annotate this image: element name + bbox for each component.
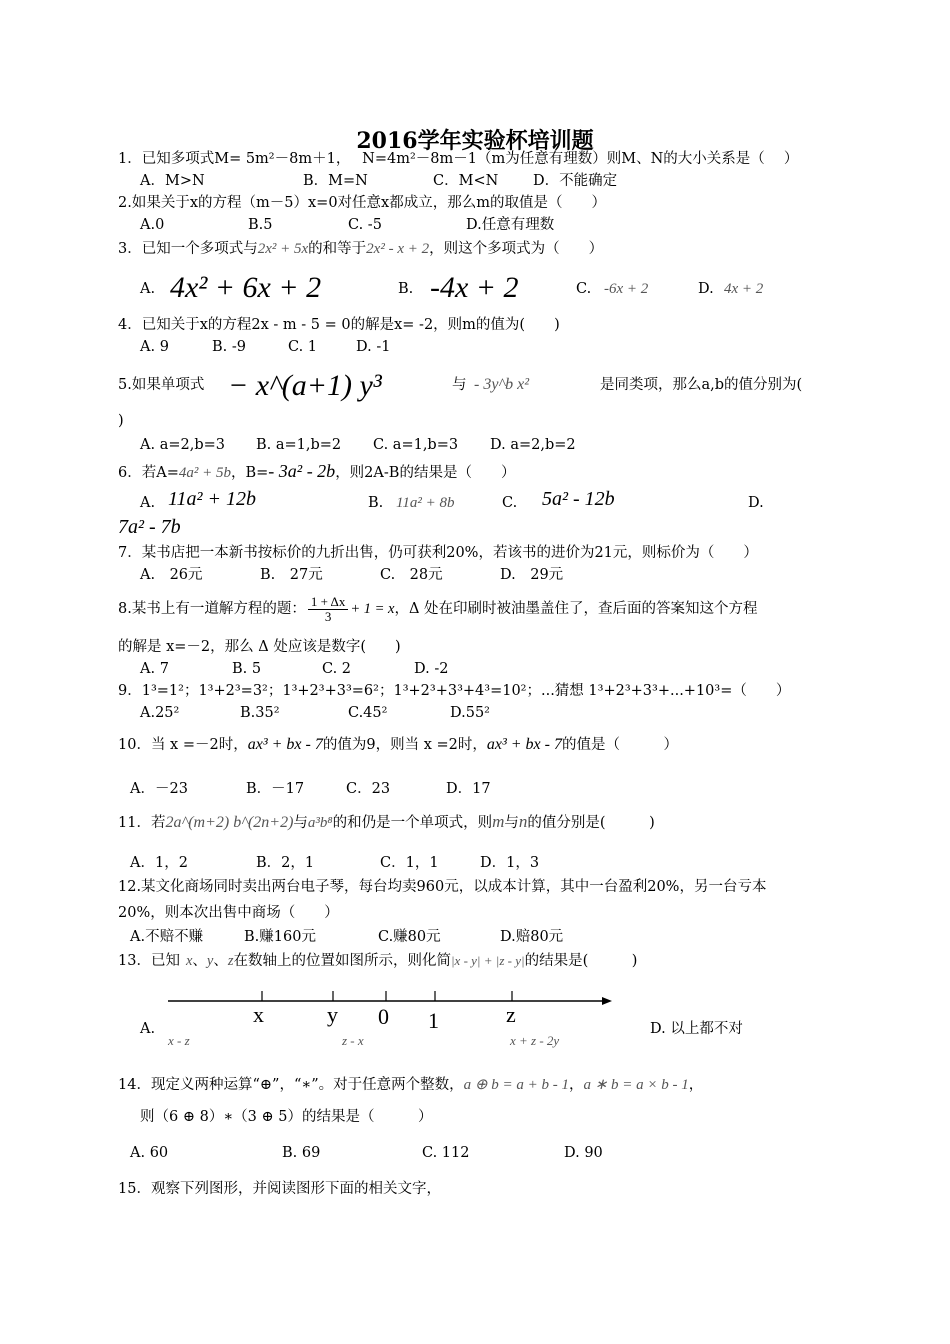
axis-label-1: 1 [428,1008,439,1033]
q9-option-c: C.45² [348,705,388,721]
q6-option-b-label: B. [368,495,384,511]
q6-option-a-expr: 11a² + 12b [168,488,257,510]
q8-fraction-denominator: 3 [324,608,332,624]
q14-option-d: D. 90 [564,1145,603,1161]
q8-equation-rest: + 1 = x [350,601,395,617]
q14-stem-a: 14．现定义两种运算“ [118,1077,260,1093]
q10-stem-a: 10．当 x =－2时， [118,737,248,753]
q5-stem-close: ) [118,413,124,429]
q10-expr-2: ax³ + bx - 7 [486,736,562,753]
q3-expr2: 2x² - x + 2 [366,241,430,257]
q4-option-b: B. -9 [212,339,246,355]
q1-option-c: C．M<N [433,173,499,189]
q13-stem-a: 13．已知 [118,953,180,969]
q9-stem: 9．1³=1²；1³+2³=3²；1³+2³+3³=6²；1³+2³+3³+4³=10²；...猜想 1³+2³+3³+...+10³=（ ） [118,683,791,699]
q11-monomial-1: 2a^(m+2) b^(2n+2) [165,814,294,831]
q5-option-b: B. a=1,b=2 [256,437,342,453]
q10-option-c: C．23 [346,781,391,797]
q13-var-y: y [206,953,214,969]
q5-stem-a: 5.如果单项式 [118,377,205,393]
q14-stem-c: ”。对于任意两个整数， [311,1077,464,1093]
q1-option-d: D．不能确定 [533,173,618,189]
q5-stem-c: 是同类项，那么a,b的值分别为( [600,377,803,393]
q12-option-c: C.赚80元 [378,929,441,945]
q14-definition-1: a ⊕ b = a + b - 1 [463,1077,569,1093]
q5-option-d: D. a=2,b=2 [490,437,576,453]
oplus-icon: ⊕ [259,1077,273,1093]
q11-var-n: n [518,812,528,831]
axis-label-x: x [253,1002,264,1027]
q6-option-d-expr: 7a² - 7b [118,516,181,538]
q2-option-d: D.任意有理数 [466,217,555,233]
q6-option-c-expr: 5a² - 12b [542,488,615,510]
q4-option-c: C. 1 [288,339,318,355]
q11-stem-b: 与 [293,815,308,831]
q7-option-d: D. 29元 [500,567,564,583]
axis-label-y: y [327,1002,338,1027]
q10-expr-1: ax³ + bx - 7 [247,736,323,753]
q3-option-b-expr: -4x + 2 [430,271,519,304]
q6-stem-c: ，则2A-B的结果是（ ） [335,465,516,481]
q10-option-b: B．－17 [246,781,305,797]
q11-option-b: B．2，1 [256,855,315,871]
axis-label-z: z [506,1002,516,1027]
q2-option-a: A.0 [140,217,165,233]
q6-A-expr: 4a² + 5b [178,465,231,481]
q14-stem-d: 则（6 ⊕ 8）∗（3 ⊕ 5）的结果是（ ） [140,1109,433,1125]
q12-stem-2: 20%，则本次出售中商场（ ） [118,905,339,921]
q7-option-a: A. 26元 [140,567,203,583]
q13-expr: |x - y| + |z - y| [450,953,525,968]
q11-var-m: m [492,812,505,831]
q13-var-x: x [185,953,193,969]
q2-option-b: B.5 [248,217,273,233]
q11-stem-a: 11．若 [118,815,166,831]
q13-option-d: D. 以上都不对 [650,1021,743,1037]
q14-stem-b: ”，“ [272,1077,302,1093]
number-line-arrow [602,997,612,1005]
q3-option-d-expr: 4x + 2 [724,281,764,297]
q8-option-b: B. 5 [232,661,262,677]
asterisk-icon: ∗ [301,1077,312,1093]
q1-option-a: A．M>N [140,173,205,189]
q3-stem-a: 3．已知一个多项式与 [118,241,258,257]
q8-fraction-numerator: 1 + Δx [308,595,348,610]
q5-monomial-2: - 3y^b x² [474,376,530,393]
q6-option-c-label: C. [502,495,518,511]
q4-option-a: A. 9 [140,339,169,355]
q4-stem: 4．已知关于x的方程2x - m - 5 = 0的解是x= -2，则m的值为( ) [118,317,560,333]
q8-option-d: D. -2 [414,661,449,677]
q11-stem-e: 的值分别是( ) [527,815,655,831]
q6-stem-a: 6．若A= [118,465,179,481]
q13-stem-b: 在数轴上的位置如图所示，则化简 [233,953,451,969]
q7-option-b: B. 27元 [260,567,323,583]
q3-option-b-label: B. [398,281,414,297]
q11-stem-c: 的和仍是一个单项式，则 [332,815,493,831]
q3-stem-b: 的和等于 [308,241,367,257]
q3-option-c-label: C. [576,281,592,297]
q10-stem-b: 的值为9，则当 x =2时， [322,737,487,753]
q12-option-d: D.赔80元 [500,929,564,945]
q12-stem: 12.某文化商场同时卖出两台电子琴，每台均卖960元，以成本计算，其中一台盈利20%，另一台亏本 [118,879,767,895]
q5-option-a: A. a=2,b=3 [140,437,225,453]
q10-option-a: A．－23 [130,781,188,797]
q14-definition-2: a ∗ b = a × b - 1 [583,1077,689,1093]
q8-stem-a: 8.某书上有一道解方程的题： [118,601,306,617]
axis-label-0: 0 [378,1004,389,1029]
q10-stem-c: 的值是（ ） [561,737,678,753]
q2-stem: 2.如果关于x的方程（m－5）x=0对任意x都成立，那么m的取值是（ ） [118,195,606,211]
q2-option-c: C. -5 [348,217,382,233]
q8-stem-c: 的解是 x=－2，那么 Δ 处应该是数字( ) [118,639,401,655]
q3-option-c-expr: -6x + 2 [604,281,649,297]
q9-option-d: D.55² [450,705,490,721]
q13-option-c: x + z - 2y [510,1033,560,1048]
q3-option-d-label: D. [698,281,714,297]
q3-option-a-label: A. [140,281,156,297]
q6-option-d-label: D. [748,495,764,511]
q5-stem-b: 与 [452,377,467,393]
q13-option-a: x - z [168,1033,190,1048]
page-title: 2016学年实验杯培训题 [356,128,594,154]
q1-stem: 1．已知多项式M= 5m²－8m＋1， N=4m²－8m－1（m为任意有理数）则M、N的大小关系是（ ） [118,151,799,167]
q8-option-a: A. 7 [140,661,169,677]
q11-stem-d: 与 [504,815,519,831]
q5-option-c: C. a=1,b=3 [373,437,459,453]
q15-stem: 15．观察下列图形，并阅读图形下面的相关文字， [118,1181,441,1197]
q10-option-d: D．17 [446,781,491,797]
q6-option-a-label: A. [140,495,156,511]
q8-option-c: C. 2 [322,661,352,677]
q6-B-expr: - 3a² - 2b [268,461,336,481]
q3-option-a-expr: 4x² + 6x + 2 [170,271,322,304]
q13-option-a-label: A. [140,1021,156,1037]
q11-option-a: A．1，2 [130,855,188,871]
q14-option-a: A. 60 [130,1145,169,1161]
q7-option-c: C. 28元 [380,567,443,583]
q3-stem-c: ，则这个多项式为（ ） [429,241,604,257]
q6-option-b-expr: 11a² + 8b [396,495,455,511]
q6-stem-b: ，B= [230,465,269,481]
q5-monomial-1: − x^(a+1) y³ [228,369,382,402]
q13-stem-c: 的结果是( ) [524,953,638,969]
q9-option-a: A.25² [140,705,180,721]
q12-option-b: B.赚160元 [244,929,316,945]
q13-var-z: z [227,953,234,969]
q4-option-d: D. -1 [356,339,391,355]
q11-option-c: C．1，1 [380,855,439,871]
q14-option-b: B. 69 [282,1145,321,1161]
q12-option-a: A.不赔不赚 [130,929,204,945]
q11-option-d: D．1，3 [480,855,540,871]
q8-fraction [308,595,348,624]
q13-option-b: z - x [342,1033,364,1048]
q1-option-b: B．M=N [303,173,368,189]
q8-stem-b: ，Δ 处在印刷时被油墨盖住了，查后面的答案知这个方程 [394,601,758,617]
q3-expr1: 2x² + 5x [257,241,309,257]
q11-monomial-2: a³b⁸ [307,815,333,831]
q14-option-c: C. 112 [422,1145,470,1161]
q7-stem: 7．某书店把一本新书按标价的九折出售，仍可获利20%，若该书的进价为21元，则标价为（ ） [118,545,758,561]
q9-option-b: B.35² [240,705,280,721]
q13-number-line [0,988,950,1048]
